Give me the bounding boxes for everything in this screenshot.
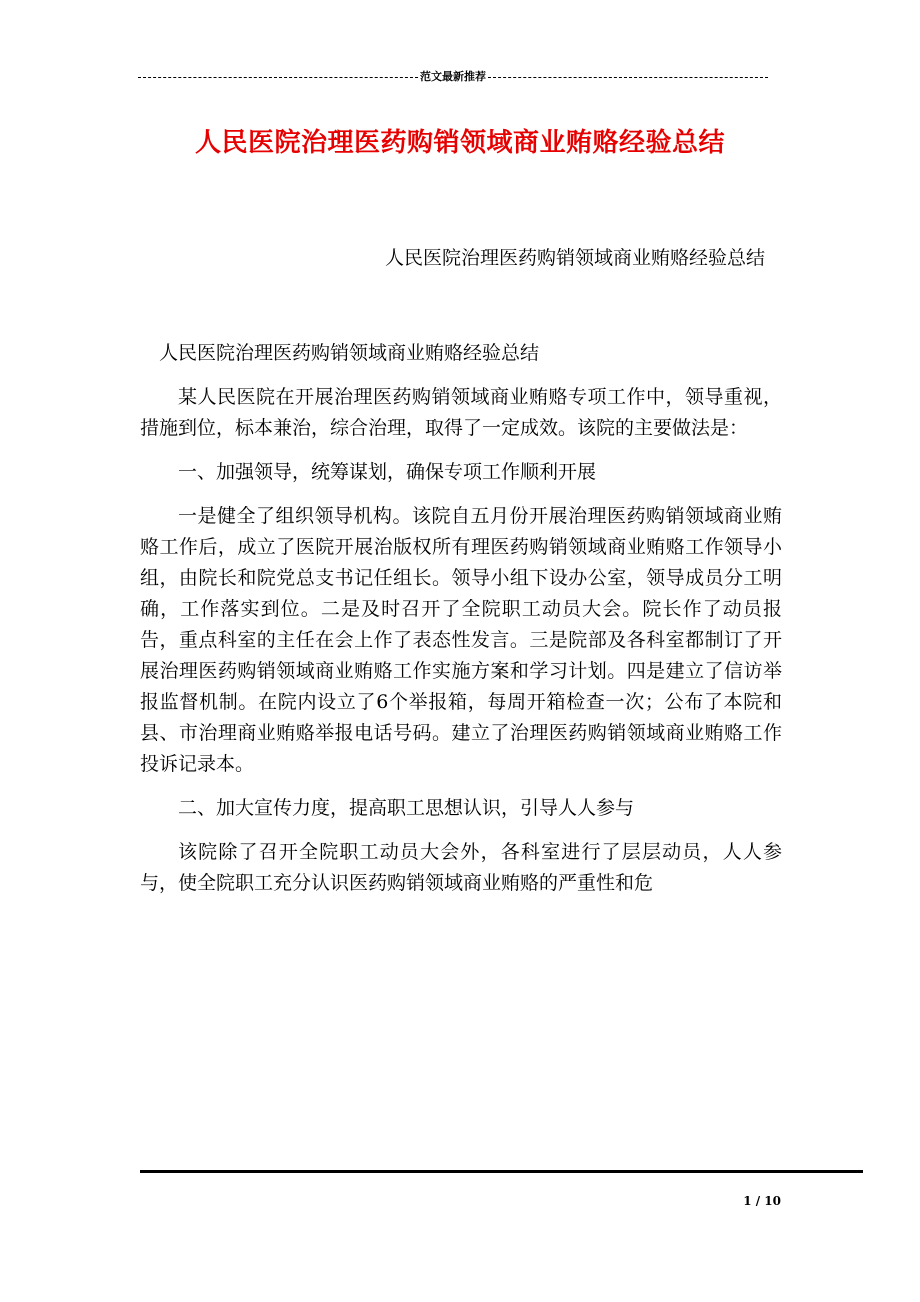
footer-rule [140,1170,863,1173]
document-subtitle: 人民医院治理医药购销领域商业贿赂经验总结 [384,247,765,269]
header-label: 范文最新推荐 [420,70,486,83]
page-number: 1 / 10 [743,1194,781,1208]
page-header [138,70,768,84]
header-dash-right [488,77,768,78]
document-body [140,338,782,899]
section-heading-1: 一、加强领导，统筹谋划，确保专项工作顺利开展 [178,461,597,483]
document-title: 人民医院治理医药购销领域商业贿赂经验总结 [194,128,725,158]
paragraph-intro: 某人民医院在开展治理医药购销领域商业贿赂专项工作中，领导重视，措施到位，标本兼治，综合治理，取得了一定成效。该院的主要做法是： [140,386,782,439]
paragraph-section-2: 该院除了召开全院职工动员大会外，各科室进行了层层动员，人人参与，使全院职工充分认识医药购销领域商业贿赂的严重性和危 [140,841,782,894]
section-heading-2: 二、加大宣传力度，提高职工思想认识，引导人人参与 [178,797,635,819]
header-dash-left [138,77,418,78]
body-heading: 人民医院治理医药购销领域商业贿赂经验总结 [159,342,540,364]
paragraph-section-1: 一是健全了组织领导机构。该院自五月份开展治理医药购销领域商业贿赂工作后，成立了医院开展治版权所有理医药购销领域商业贿赂工作领导小组，由院长和院党总支书记任组长。领导小组下设办公室，领导成员分工明确，工作落实到位。二是及时召开了全院职工动员大会。院长作了动员报告，重点科室的主任在会上作了表态性发言。三是院部及各科室都制订了开展治理医药购销领域商业贿赂工作实施方案和学习计划。四是建立了信访举报监督机制。在院内设立了6个举报箱，每周开箱检查一次；公布了本院和县、市治理商业贿赂举报电话号码。建立了治理医药购销领域商业贿赂工作投诉记录本。 [140,505,782,775]
